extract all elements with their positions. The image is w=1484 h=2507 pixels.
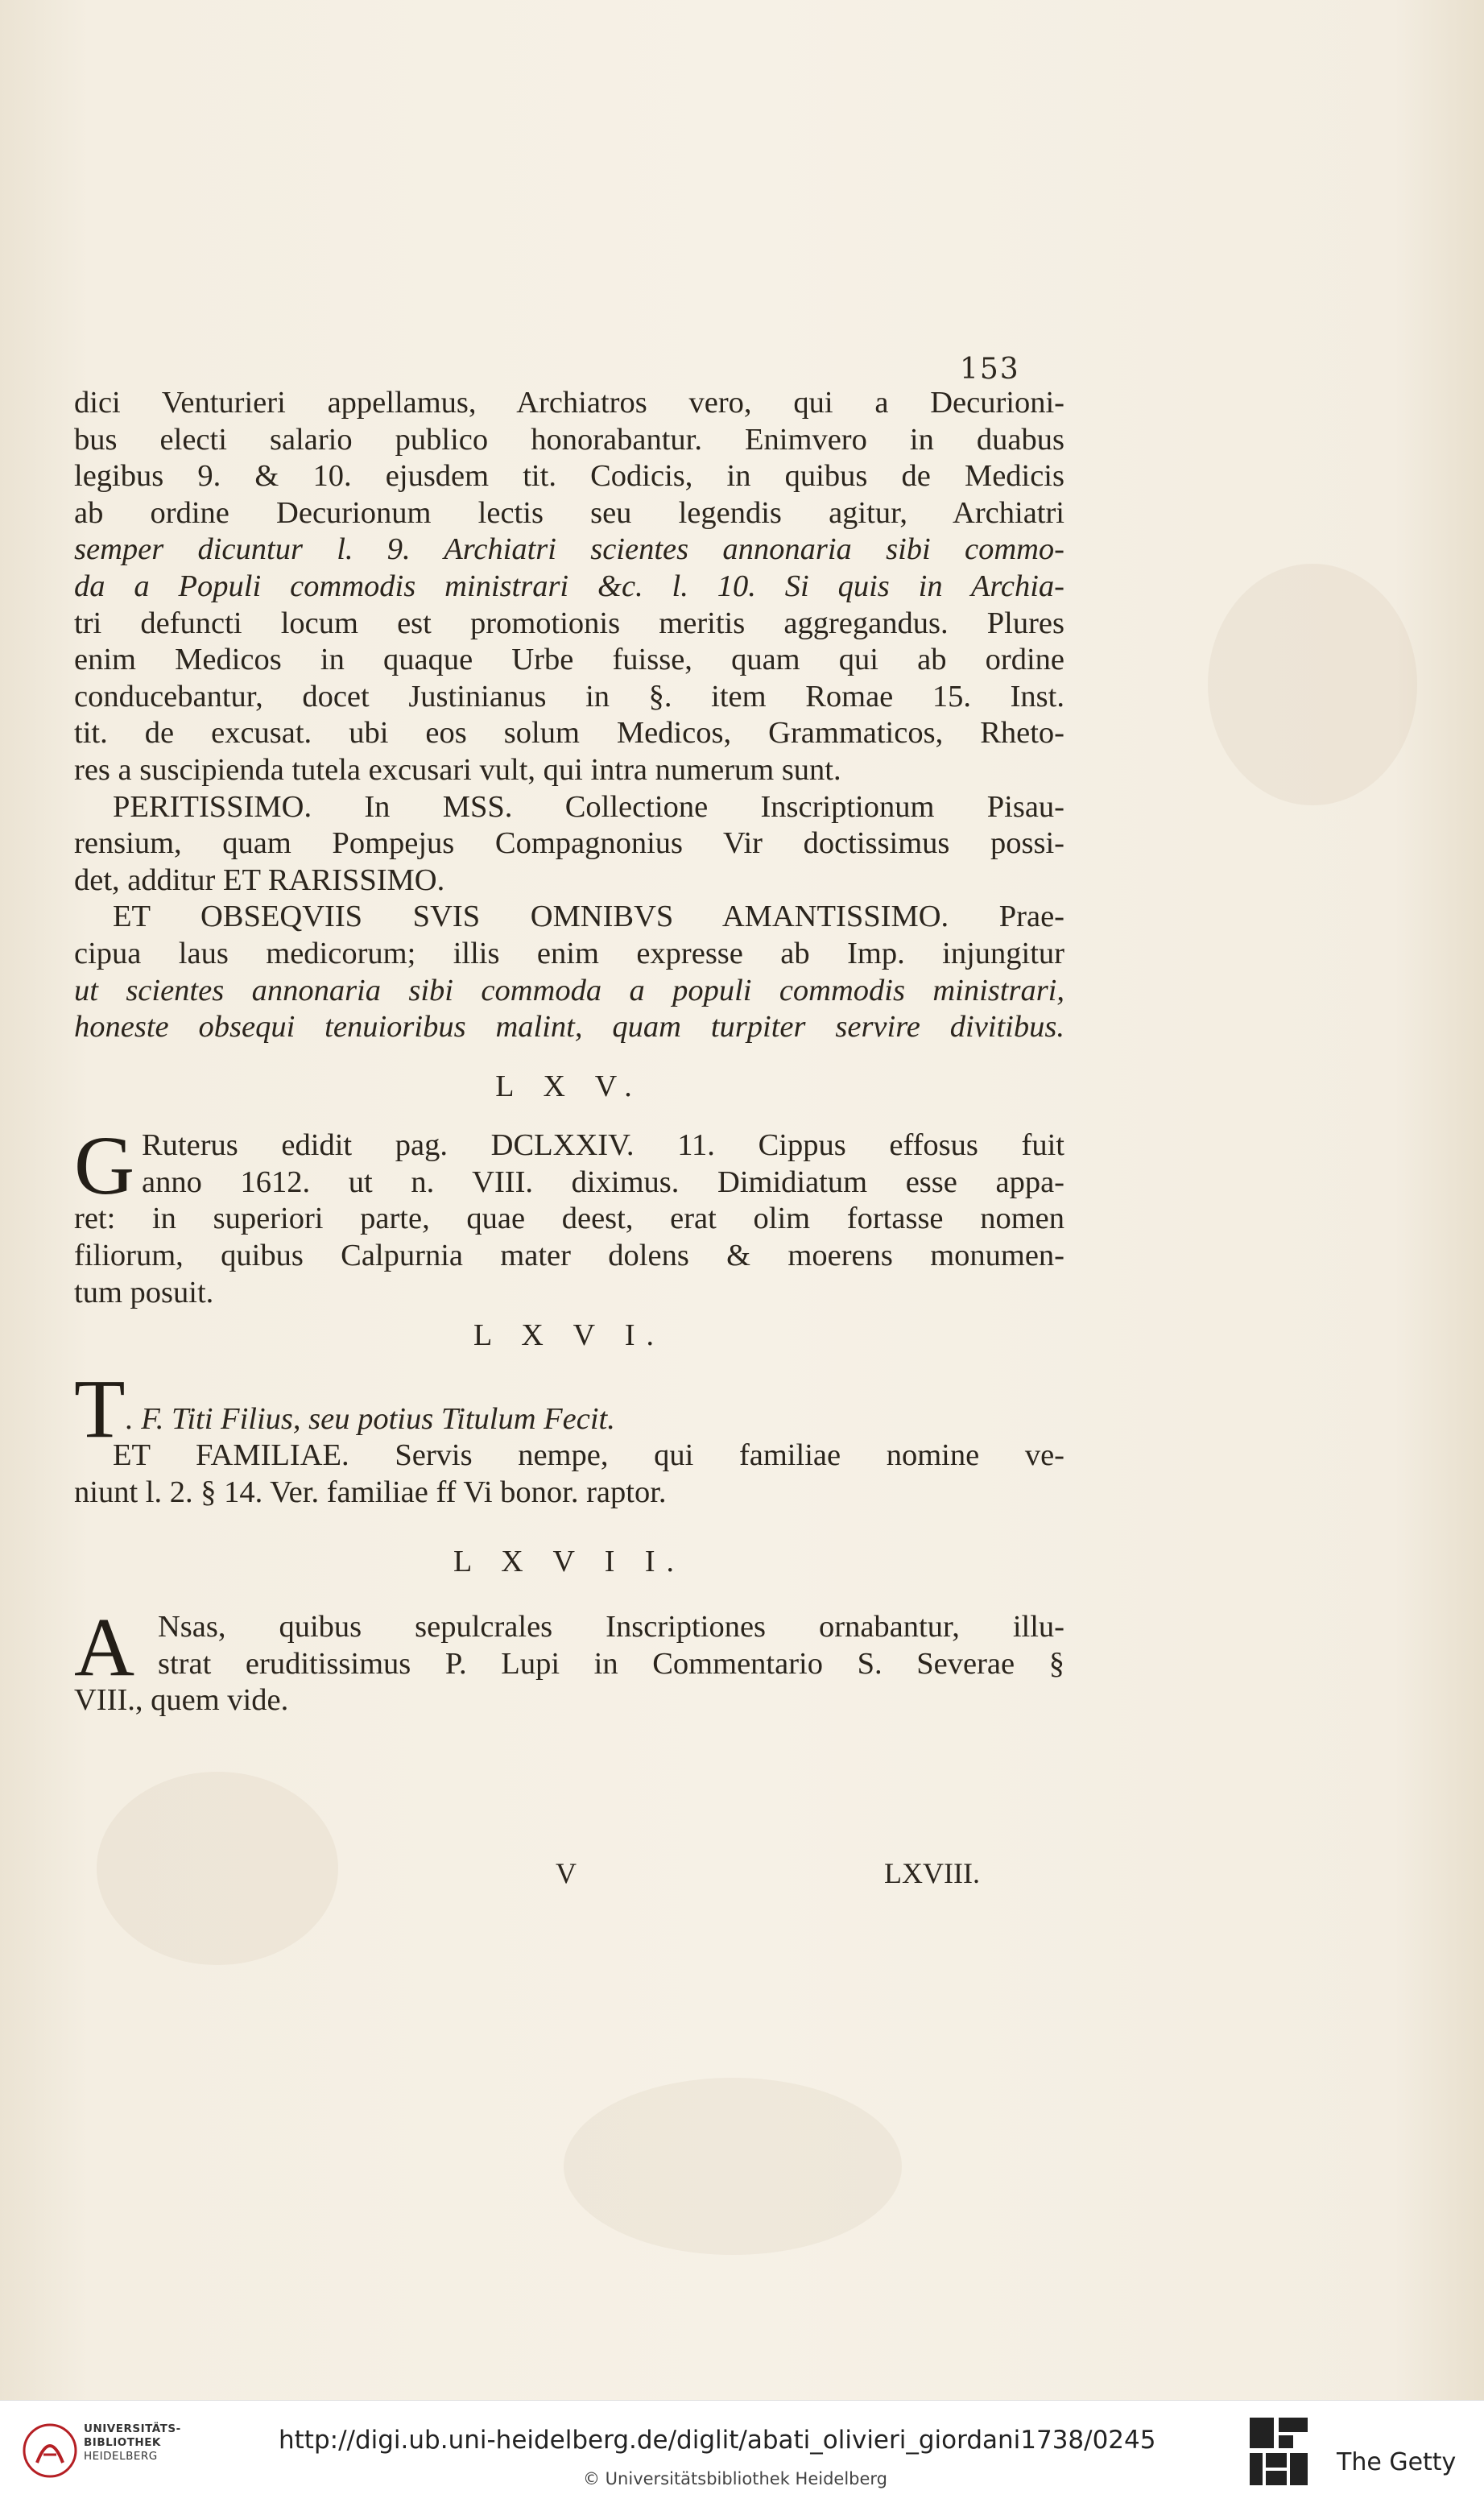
text-line: . F. Titi Filius, seu potius Titulum Fecit. [126, 1401, 615, 1436]
text-line: enim Medicos in quaque Urbe fuisse, quam qui ab ordine [74, 643, 1064, 677]
text-line: res a suscipienda tutela excusari vult, qui intra numerum sunt. [74, 752, 841, 787]
text-line: filiorum, quibus Calpurnia mater dolens & moerens monumen- [74, 1239, 1064, 1273]
paragraph-2 [74, 789, 1064, 900]
drop-cap: A [74, 1601, 135, 1694]
text-line: semper dicuntur l. 9. Archiatri scientes annonaria sibi commo- [74, 532, 1064, 567]
catchword-signature: V [556, 1857, 577, 1889]
text-line: Ruterus edidit pag. DCLXXIV. 11. Cippus effosus fuit [142, 1128, 1064, 1163]
paragraph-66 [74, 1362, 1064, 1455]
section-heading-66: L X V I. [473, 1318, 665, 1353]
paragraph-3 [74, 899, 1064, 1045]
library-name: UNIVERSITÄTS- BIBLIOTHEK HEIDELBERG [84, 2422, 181, 2463]
text-line: det, additur ET RARISSIMO. [74, 863, 445, 897]
getty-logo-icon [1246, 2413, 1311, 2490]
paragraph-67 [74, 1601, 1064, 1719]
text-line: tit. de excusat. ubi eos solum Medicos, Grammaticos, Rheto- [74, 716, 1064, 751]
paragraph-65 [74, 1119, 1064, 1311]
text-line: honeste obsequi tenuioribus malint, quam turpiter servire divitibus. [74, 1010, 1064, 1045]
text-line: cipua laus medicorum; illis enim expresse ab Imp. injungitur [74, 936, 1064, 970]
text-line: bus electi salario publico honorabantur. Enimvero in duabus [74, 422, 1064, 457]
text-line: ab ordine Decurionum lectis seu legendis agitur, Archiatri [74, 495, 1064, 530]
text-line: ret: in superiori parte, quae deest, erat olim fortasse nomen [74, 1202, 1064, 1236]
text-line: anno 1612. ut n. VIII. diximus. Dimidiatum esse appa- [142, 1165, 1064, 1199]
text-line: Nsas, quibus sepulcrales Inscriptiones ornabantur, illu- [158, 1610, 1064, 1644]
text-line: ET OBSEQVIIS SVIS OMNIBVS AMANTISSIMO. Prae- [113, 900, 1064, 934]
text-line: tum posuit. [74, 1275, 214, 1309]
text-line: rensium, quam Pompejus Compagnonius Vir doctissimus possi- [74, 826, 1064, 861]
catchword: LXVIII. [884, 1857, 980, 1889]
text-line: conducebantur, docet Justinianus in §. item Romae 15. Inst. [74, 679, 1064, 714]
paragraph-1 [74, 385, 1064, 789]
paragraph-66b [74, 1438, 1064, 1511]
drop-cap: T [74, 1362, 126, 1455]
section-heading-65: L X V. [495, 1069, 643, 1103]
text-line: legibus 9. & 10. ejusdem tit. Codicis, in quibus de Medicis [74, 459, 1064, 494]
section-heading-67: L X V I I. [453, 1544, 686, 1578]
text-line: dici Venturieri appellamus, Archiatros vero, qui a Decurioni- [74, 386, 1064, 420]
text-line: ET FAMILIAE. Servis nempe, qui familiae nomine ve- [113, 1438, 1064, 1473]
text-line: ut scientes annonaria sibi commoda a populi commodis ministrari, [74, 973, 1064, 1007]
copyright-notice: © Universitätsbibliothek Heidelberg [583, 2469, 888, 2488]
drop-cap: G [74, 1119, 135, 1213]
permalink-url[interactable]: http://digi.ub.uni-heidelberg.de/diglit/abati_olivieri_giordani1738/0245 [279, 2426, 1156, 2455]
text-line: PERITISSIMO. In MSS. Collectione Inscriptionum Pisau- [113, 789, 1064, 824]
getty-partner-label: The Getty [1337, 2448, 1457, 2476]
text-line: niunt l. 2. § 14. Ver. familiae ff Vi bonor. raptor. [74, 1475, 667, 1510]
text-line: strat eruditissimus P. Lupi in Commentario S. Severae § [158, 1646, 1064, 1681]
text-line: VIII., quem vide. [74, 1683, 289, 1718]
main-text [74, 385, 1064, 1719]
page-number: 153 [960, 353, 1020, 386]
text-line: tri defuncti locum est promotionis meritis aggregandus. Plures [74, 606, 1064, 640]
text-line: da a Populi commodis ministrari &c. l. 10. Si quis in Archia- [74, 569, 1064, 603]
